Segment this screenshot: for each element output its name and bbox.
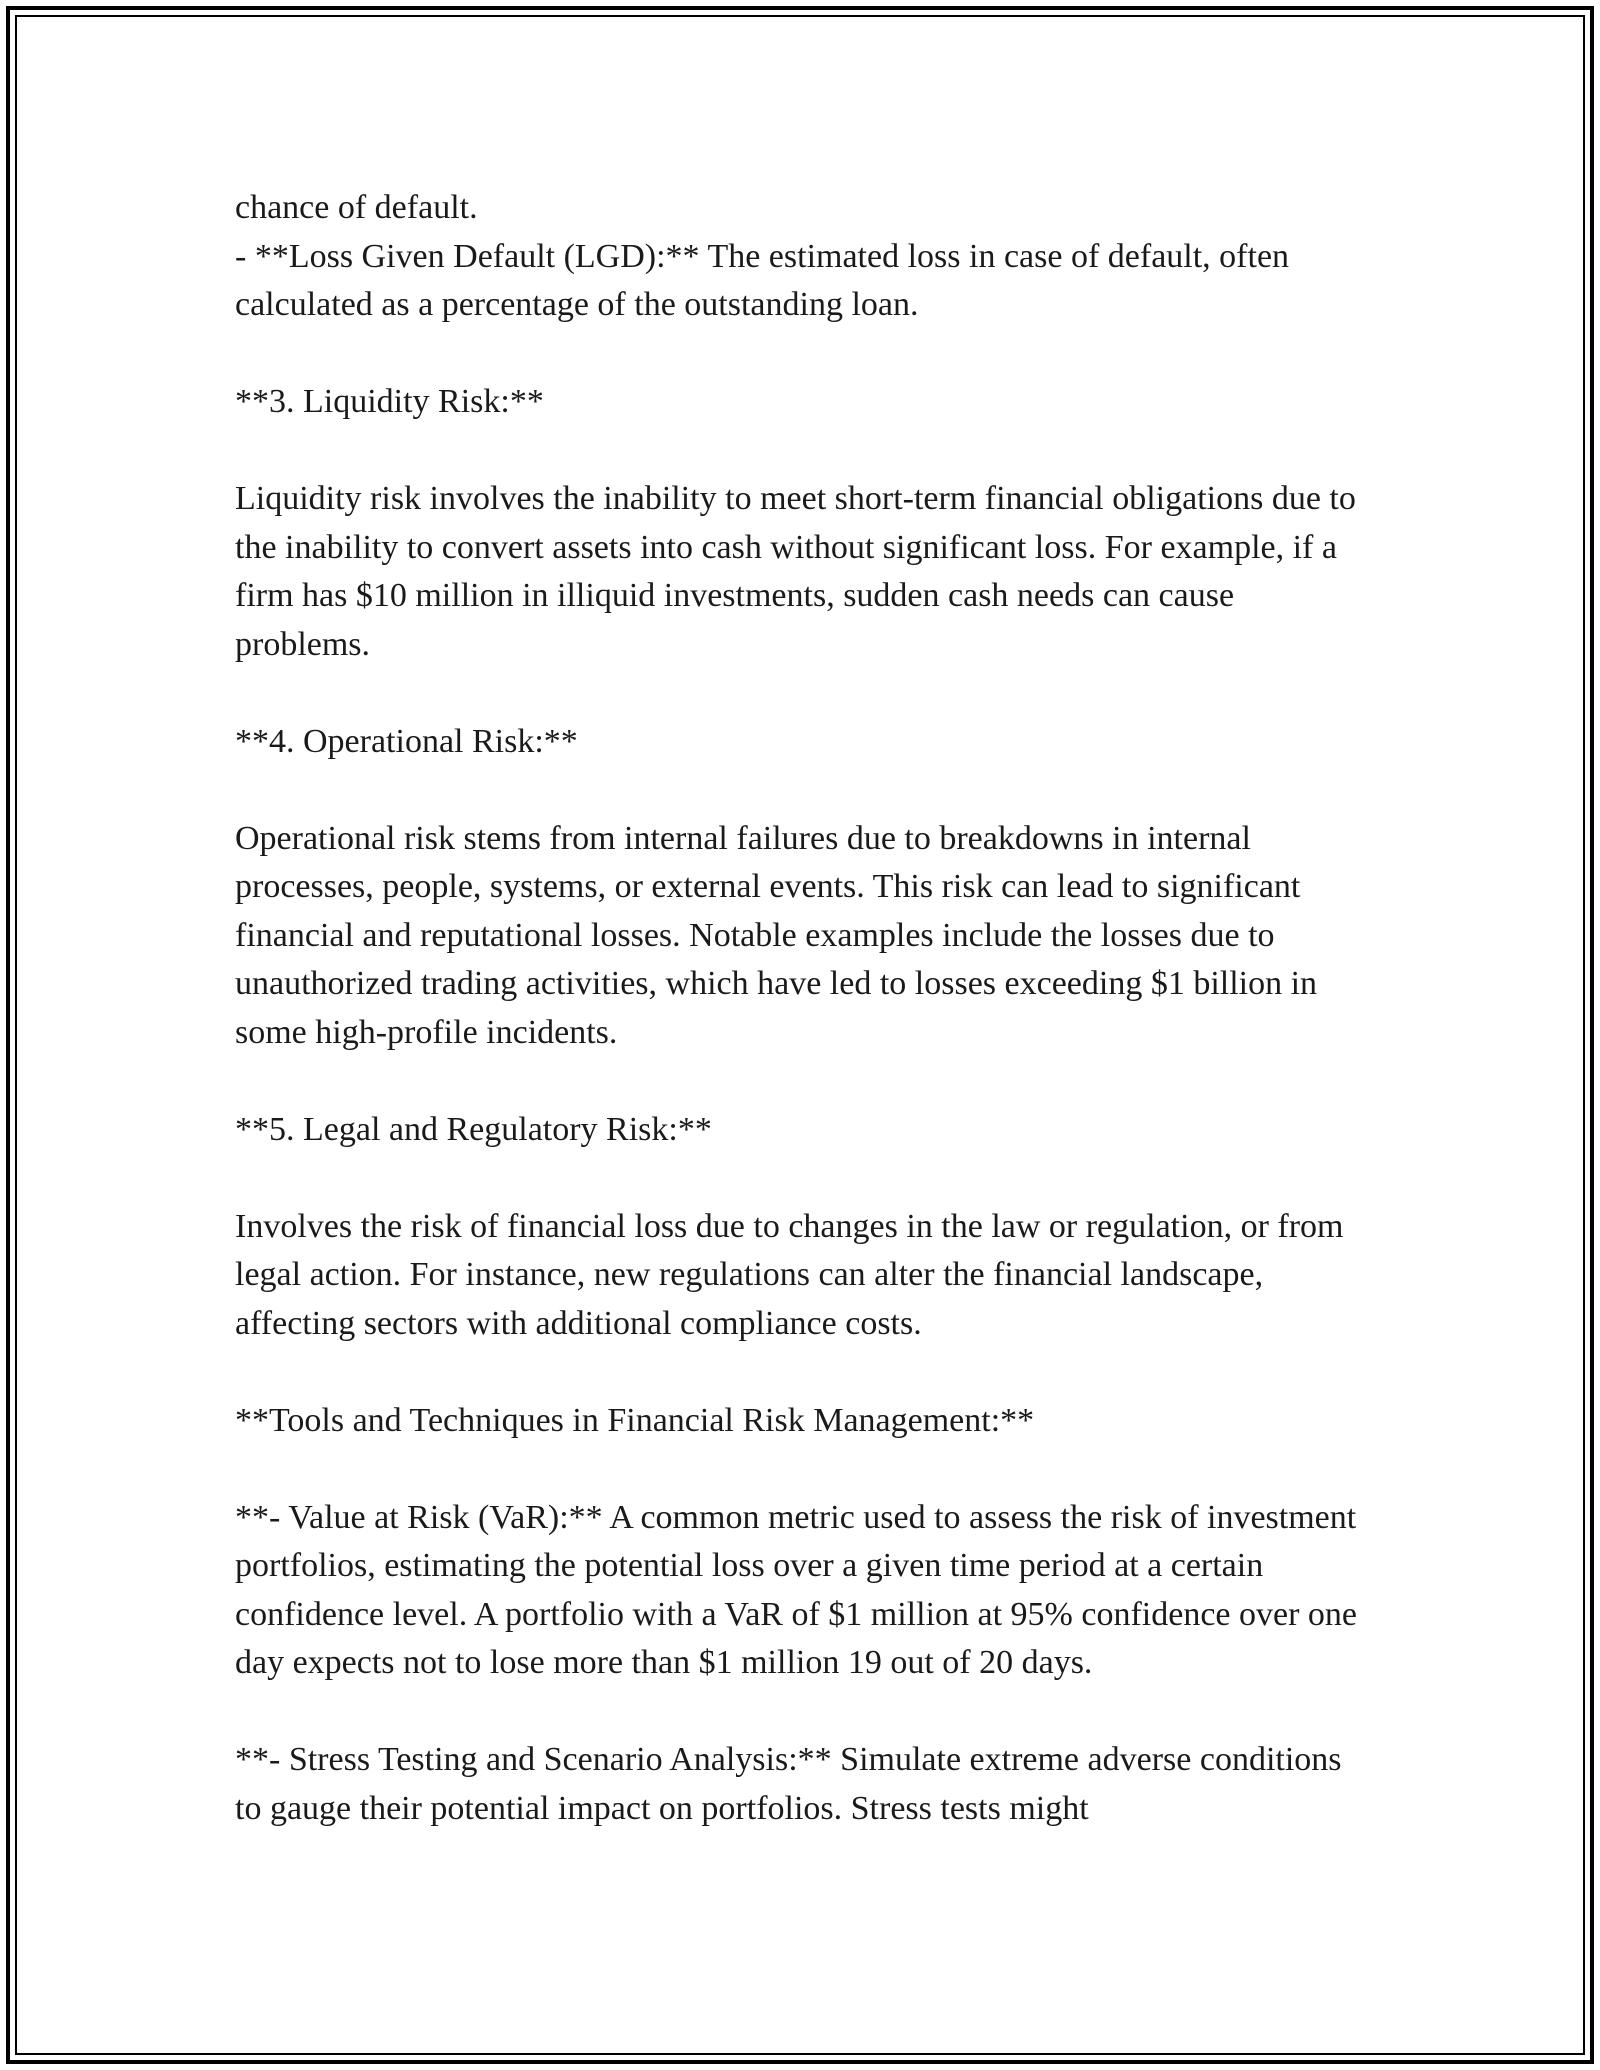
heading-legal-regulatory-risk: **5. Legal and Regulatory Risk:** [235, 1110, 712, 1148]
paragraph-liquidity-risk: Liquidity risk involves the inability to meet short-term financial obligations due to the inability to convert assets into cash without significant loss. For example, if a firm has $10 million in illiquid investments, sudden cash needs can cause problems. [235, 480, 1356, 663]
paragraph-lgd: chance of default. - **Loss Given Default (LGD):** The estimated loss in case of default, often calculated as a percentage of the outstanding loan. [235, 189, 1290, 323]
paragraph-legal-regulatory-risk: Involves the risk of financial loss due to changes in the law or regulation, or from legal action. For instance, new regulations can alter the financial landscape, affecting sectors with additional compliance costs. [235, 1207, 1344, 1342]
document-body [235, 184, 1375, 1833]
paragraph-value-at-risk: **- Value at Risk (VaR):** A common metric used to assess the risk of investment portfolios, estimating the potential loss over a given time period at a certain confidence level. A portfolio with a VaR of $1 million at 95% confidence over one day expects not to lose more than $1 million 19 out of 20 days. [235, 1498, 1358, 1681]
heading-tools-techniques: **Tools and Techniques in Financial Risk Management:** [235, 1401, 1035, 1439]
paragraph-stress-testing: **- Stress Testing and Scenario Analysis:** Simulate extreme adverse conditions to gauge their potential impact on portfolios. Stress tests might [235, 1741, 1342, 1827]
heading-operational-risk: **4. Operational Risk:** [235, 722, 578, 760]
heading-liquidity-risk: **3. Liquidity Risk:** [235, 383, 544, 420]
paragraph-operational-risk: Operational risk stems from internal failures due to breakdowns in internal processes, people, systems, or external events. This risk can lead to significant financial and reputational losses. Notable examples include the losses due to unauthorized trading activities, which have led to losses exceeding $1 billion in some high-profile incidents. [235, 819, 1318, 1051]
